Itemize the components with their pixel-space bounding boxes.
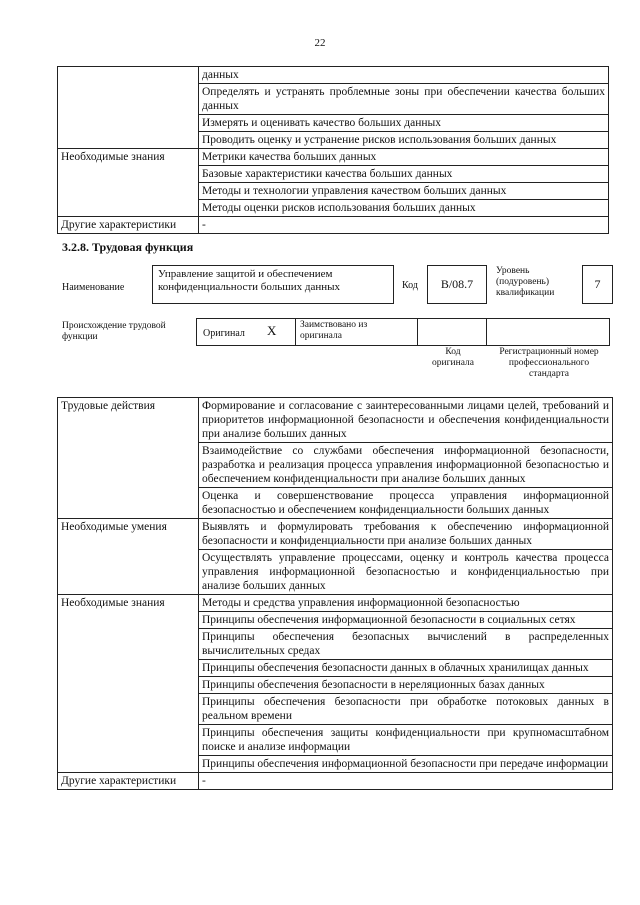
table-cell: Выявлять и формулировать требования к обеспечению информационной безопасности и конфиденциальности при анализе больших данных [199,519,613,550]
section-title: 3.2.8. Трудовая функция [62,240,194,254]
original-mark: X [267,323,277,338]
page-number: 22 [314,37,326,49]
table-cell: Принципы обеспечения безопасности в нереляционных базах данных [199,677,613,694]
table-row [58,67,609,84]
table-cell: - [199,217,609,234]
table-cell: Оценка и совершенствование процесса управления информационной безопасностью и обеспечением конфиденциальности больших данных [199,488,613,519]
table-row [58,149,609,166]
table-row [58,595,613,612]
code-original-label: Код оригинала [432,347,474,368]
origin-label: Происхождение трудовой функции [62,321,166,342]
table-cell: Методы и технологии управления качеством больших данных [199,183,609,200]
code-value-box [427,265,487,304]
table-cell: Формирование и согласование с заинтересованными лицами целей, требований и приоритетов информационной безопасности и обеспечения конфиденциальности при анализе больших данных [199,398,613,443]
table-cell: Принципы обеспечения безопасности при обработке потоковых данных в реальном времени [199,694,613,725]
table-cell: Принципы обеспечения информационной безопасности при передаче информации [199,756,613,773]
table-cell: Взаимодействие со службами обеспечения информационной безопасности, разработка и реализация процесса управления информационной безопасностью и обеспечением конфиденциальности при анализе больших данных [199,443,613,488]
original-label: Оригинал [203,328,245,339]
table-row [58,398,613,443]
row-label [58,67,199,149]
table-row [58,217,609,234]
row-label: Необходимые знания [58,149,199,217]
table-cell: Осуществлять управление процессами, оценку и контроль качества процесса управления информационной безопасностью и конфиденциальностью при анализе больших данных [199,550,613,595]
top-table [57,66,609,234]
table-cell: Методы оценки рисков использования больших данных [199,200,609,217]
level-value: 7 [594,277,601,291]
row-label: Трудовые действия [58,398,199,519]
name-value: Управление защитой и обеспечением конфиденциальности больших данных [158,268,341,293]
level-label: Уровень (подуровень) квалификации [496,266,555,298]
table-cell: Измерять и оценивать качество больших данных [199,115,609,132]
table-cell: Базовые характеристики качества больших данных [199,166,609,183]
name-label: Наименование [62,282,125,293]
row-label: Необходимые умения [58,519,199,595]
reg-number-label: Регистрационный номер профессионального стандарта [499,347,599,379]
table-cell: Определять и устранять проблемные зоны при обеспечении качества больших данных [199,84,609,115]
row-label: Необходимые знания [58,595,199,773]
name-value-box [152,265,394,304]
table-cell: Метрики качества больших данных [199,149,609,166]
borrowed-label: Заимствовано из оригинала [300,320,368,341]
table-cell: Принципы обеспечения безопасных вычислений в распределенных вычислительных средах [199,629,613,660]
main-table [57,397,613,790]
table-row [58,519,613,550]
table-cell: Принципы обеспечения информационной безопасности в социальных сетях [199,612,613,629]
table-cell: - [199,773,613,790]
row-label: Другие характеристики [58,217,199,234]
origin-table [196,318,610,346]
level-value-box [582,265,613,304]
row-label: Другие характеристики [58,773,199,790]
table-cell: Принципы обеспечения защиты конфиденциальности при крупномасштабном поиске и анализе информации [199,725,613,756]
table-cell: данных [199,67,609,84]
code-label: Код [402,280,418,291]
table-cell: Принципы обеспечения безопасности данных в облачных хранилищах данных [199,660,613,677]
table-row [58,773,613,790]
table-cell: Проводить оценку и устранение рисков использования больших данных [199,132,609,149]
code-value: B/08.7 [440,277,474,291]
table-cell: Методы и средства управления информационной безопасностью [199,595,613,612]
